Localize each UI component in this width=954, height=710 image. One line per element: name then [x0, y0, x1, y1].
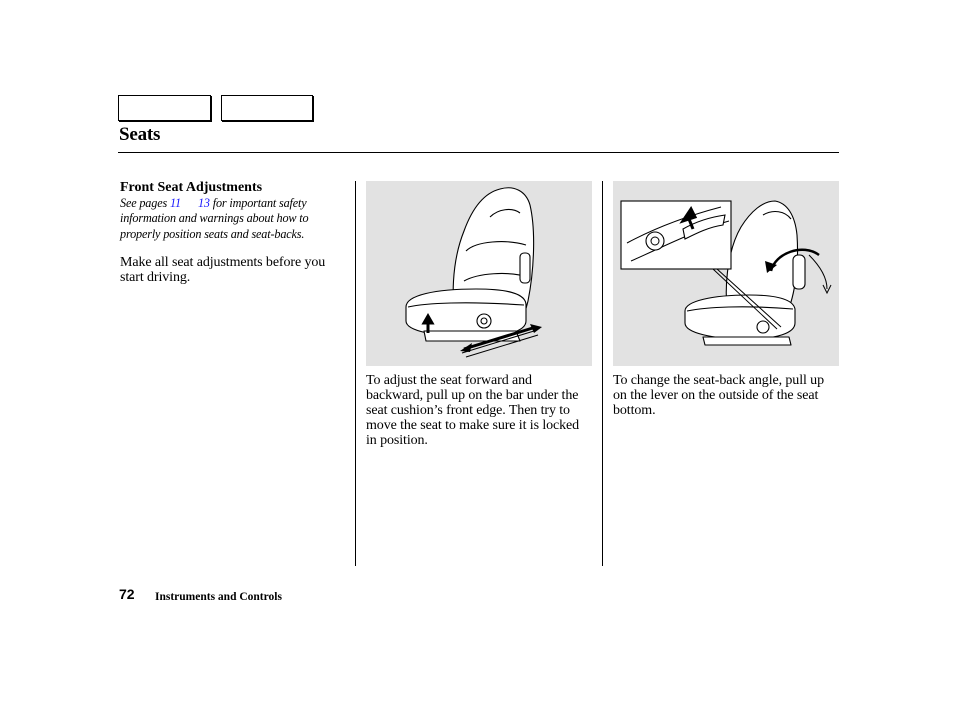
page-title: Seats — [119, 124, 161, 145]
reference-prefix: See pages — [120, 196, 170, 210]
page-number: 72 — [119, 586, 135, 602]
seat-slide-illustration — [366, 181, 592, 366]
seat-slide-drawing — [366, 181, 592, 366]
seat-recline-caption: To change the seat-back angle, pull up on the lever on the outside of the seat bottom. — [613, 373, 824, 418]
page-link-start[interactable]: 11 — [169, 196, 181, 210]
section-heading: Front Seat Adjustments — [120, 180, 263, 195]
page-link-end[interactable]: 13 — [197, 196, 210, 210]
seat-recline-illustration — [613, 181, 839, 366]
footer-section-label: Instruments and Controls — [155, 591, 282, 603]
seat-recline-drawing — [613, 181, 839, 366]
column-divider — [602, 181, 603, 566]
safety-reference-note — [120, 196, 348, 242]
nav-button-previous[interactable] — [118, 95, 211, 121]
seat-slide-caption: To adjust the seat forward and backward, pull up on the bar under the seat cushion’s front edge. Then try to move the seat to make sure it is locked in position. — [366, 373, 580, 448]
reference-suffix: for important safety information and warnings about how to properly position seats and seat-backs. — [120, 196, 309, 241]
intro-paragraph: Make all seat adjustments before you start driving. — [120, 255, 326, 285]
title-divider — [118, 152, 839, 153]
column-divider — [355, 181, 356, 566]
nav-button-next[interactable] — [221, 95, 313, 121]
